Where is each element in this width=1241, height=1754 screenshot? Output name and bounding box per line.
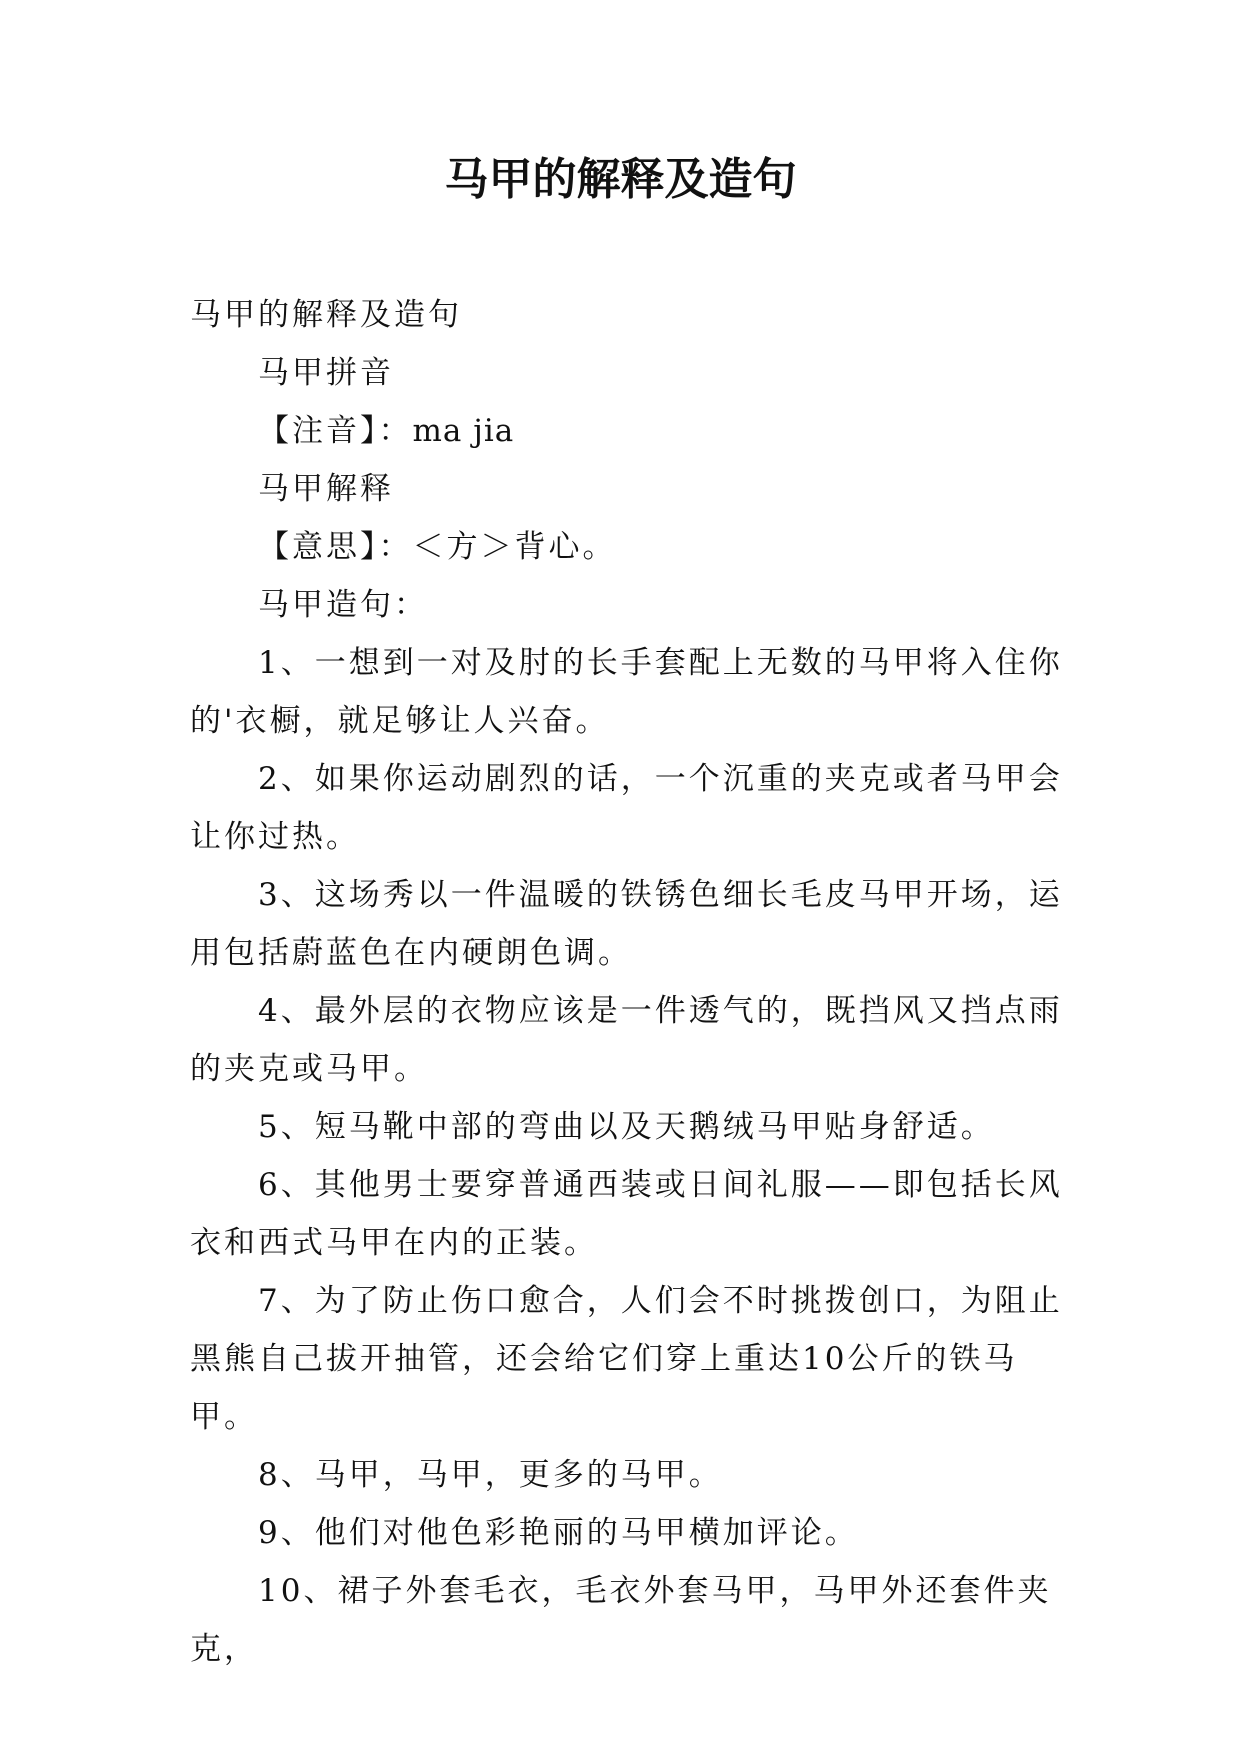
page-title: 马甲的解释及造句: [444, 154, 797, 205]
zhuyin-value: ma jia: [412, 413, 515, 449]
sentence-item: 6、其他男士要穿普通西装或日间礼服——即包括长风衣和西式马甲在内的正装。: [190, 1167, 1063, 1261]
explanation-heading: 马甲解释: [258, 471, 394, 507]
pinyin-heading: 马甲拼音: [258, 355, 394, 391]
sentence-item: 2、如果你运动剧烈的话，一个沉重的夹克或者马甲会让你过热。: [190, 761, 1063, 855]
sentence-item: 7、为了防止伤口愈合，人们会不时挑拨创口，为阻止黑熊自己拔开抽管，还会给它们穿上重达10公斤的铁马甲。: [190, 1283, 1063, 1435]
sentence-item: 9、他们对他色彩艳丽的马甲横加评论。: [258, 1515, 859, 1551]
sentences-heading: 马甲造句：: [258, 587, 428, 623]
zhuyin-label: 【注音】：: [258, 413, 413, 449]
sentence-item: 8、马甲，马甲，更多的马甲。: [258, 1457, 723, 1493]
sentence-item: 1、一想到一对及肘的长手套配上无数的马甲将入住你的'衣橱，就足够让人兴奋。: [190, 645, 1063, 739]
intro-line: 马甲的解释及造句: [190, 297, 462, 333]
sentence-item: 4、最外层的衣物应该是一件透气的，既挡风又挡点雨的夹克或马甲。: [190, 993, 1063, 1087]
sentence-item: 5、短马靴中部的弯曲以及天鹅绒马甲贴身舒适。: [258, 1109, 995, 1145]
sentence-item: 10、裙子外套毛衣，毛衣外套马甲，马甲外还套件夹克，: [190, 1573, 1052, 1667]
meaning-line: 【意思】：＜方＞背心。: [258, 529, 617, 565]
zhuyin-line: [190, 402, 1070, 460]
document-body: [190, 286, 1070, 1678]
sentence-item: 3、这场秀以一件温暖的铁锈色细长毛皮马甲开场，运用包括蔚蓝色在内硬朗色调。: [190, 877, 1063, 971]
